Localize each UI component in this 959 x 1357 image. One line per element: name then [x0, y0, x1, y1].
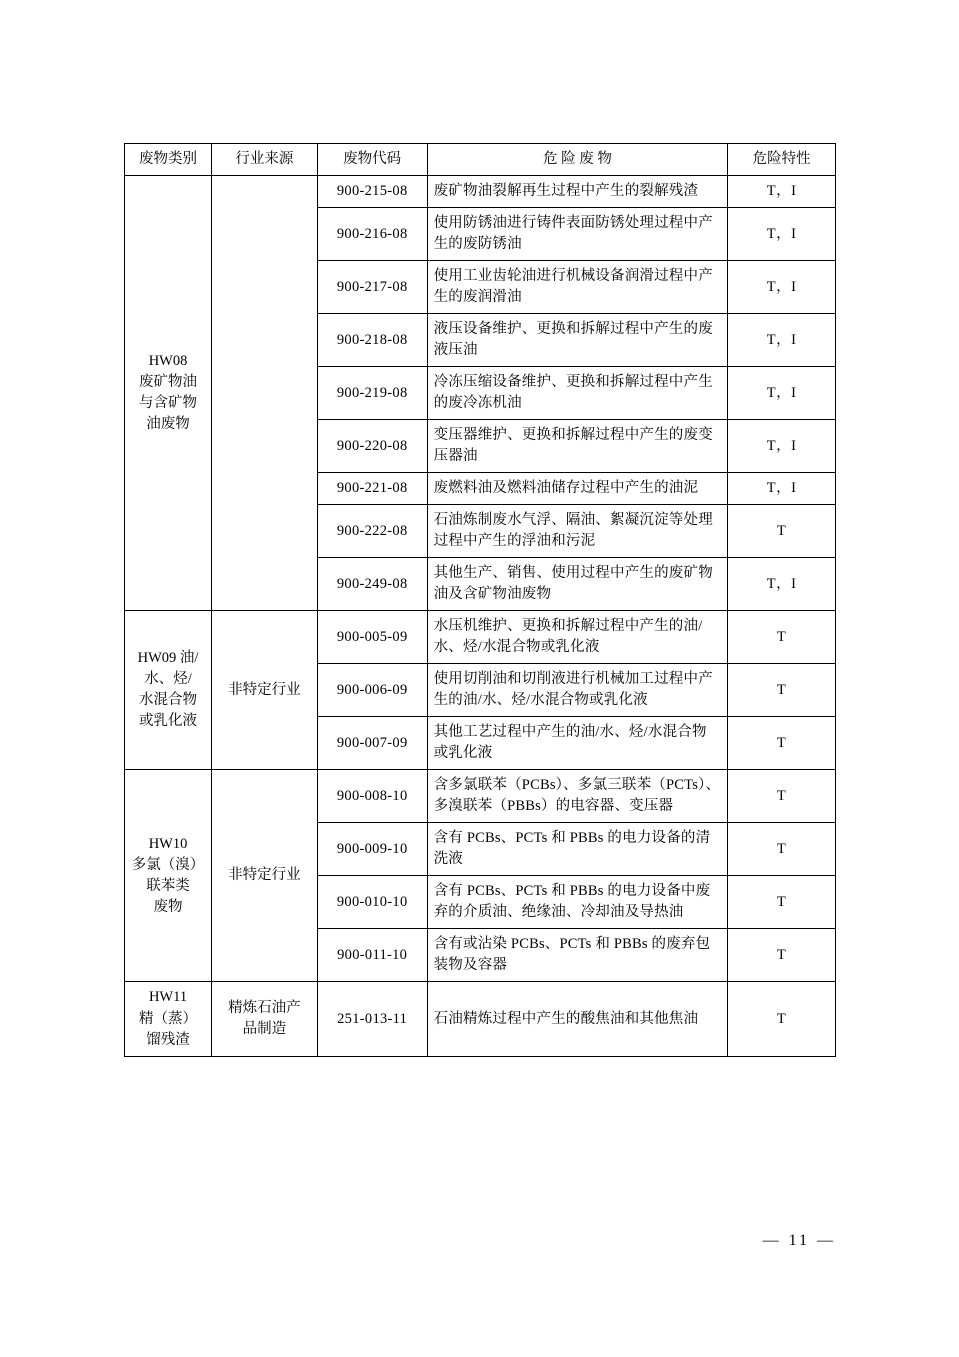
- cell-code: 900-007-09: [317, 717, 427, 770]
- table-row: [125, 982, 836, 1056]
- cell-characteristic: T: [728, 823, 836, 876]
- cell-waste-description: 使用切削油和切削液进行机械加工过程中产生的油/水、烃/水混合物或乳化液: [427, 664, 728, 717]
- category-line: 废矿物油: [139, 374, 198, 391]
- cell-waste-description: 石油炼制废水气浮、隔油、絮凝沉淀等处理过程中产生的浮油和污泥: [427, 505, 728, 558]
- cell-characteristic: T，I: [728, 473, 836, 505]
- category-line: 水混合物: [139, 692, 198, 709]
- cell-code: 900-011-10: [317, 929, 427, 982]
- cell-code: 900-249-08: [317, 558, 427, 611]
- cell-waste-description: 使用工业齿轮油进行机械设备润滑过程中产生的废润滑油: [427, 261, 728, 314]
- cell-industry-hw11: [212, 982, 318, 1056]
- cell-waste-description: 变压器维护、更换和拆解过程中产生的废变压器油: [427, 420, 728, 473]
- cell-characteristic: T: [728, 929, 836, 982]
- cell-category-hw11: [125, 982, 212, 1056]
- category-line: HW10: [148, 835, 188, 852]
- table-row: [125, 176, 836, 208]
- cell-code: 900-220-08: [317, 420, 427, 473]
- cell-waste-description: 其他生产、销售、使用过程中产生的废矿物油及含矿物油废物: [427, 558, 728, 611]
- cell-waste-description: 冷冻压缩设备维护、更换和拆解过程中产生的废冷冻机油: [427, 367, 728, 420]
- cell-characteristic: T，I: [728, 208, 836, 261]
- cell-characteristic: T，I: [728, 261, 836, 314]
- cell-code: 900-221-08: [317, 473, 427, 505]
- cell-characteristic: T: [728, 717, 836, 770]
- category-line: 联苯类: [146, 877, 190, 894]
- cell-code: 900-010-10: [317, 876, 427, 929]
- cell-characteristic: T，I: [728, 176, 836, 208]
- cell-waste-description: 含有 PCBs、PCTs 和 PBBs 的电力设备中废弃的介质油、绝缘油、冷却油及导热油: [427, 876, 728, 929]
- hazardous-waste-table: [124, 143, 836, 1057]
- cell-code: 900-215-08: [317, 176, 427, 208]
- cell-waste-description: 石油精炼过程中产生的酸焦油和其他焦油: [427, 982, 728, 1056]
- cell-waste-description: 水压机维护、更换和拆解过程中产生的油/水、烃/水混合物或乳化液: [427, 611, 728, 664]
- cell-category-hw09: [125, 611, 212, 770]
- category-line: 或乳化液: [139, 713, 198, 730]
- cell-category-hw10: [125, 770, 212, 982]
- cell-code: 900-216-08: [317, 208, 427, 261]
- cell-characteristic: T: [728, 505, 836, 558]
- cell-code: 900-217-08: [317, 261, 427, 314]
- header-hazardous-waste: 危 险 废 物: [427, 144, 728, 176]
- cell-characteristic: T，I: [728, 558, 836, 611]
- category-line: 油废物: [146, 416, 190, 433]
- cell-waste-description: 含有或沾染 PCBs、PCTs 和 PBBs 的废弃包装物及容器: [427, 929, 728, 982]
- cell-waste-description: 使用防锈油进行铸件表面防锈处理过程中产生的废防锈油: [427, 208, 728, 261]
- category-line: 多氯（溴）: [131, 856, 205, 873]
- industry-line: 品制造: [242, 1021, 287, 1037]
- table-row: [125, 611, 836, 664]
- category-line: HW08: [148, 353, 188, 370]
- cell-code: 900-219-08: [317, 367, 427, 420]
- cell-category-hw08: [125, 176, 212, 611]
- cell-waste-description: 含多氯联苯（PCBs）、多氯三联苯（PCTs）、多溴联苯（PBBs）的电容器、变压器: [427, 770, 728, 823]
- cell-industry-hw08: [212, 176, 318, 611]
- industry-line: 精炼石油产: [228, 999, 301, 1016]
- cell-code: 900-222-08: [317, 505, 427, 558]
- cell-code: 900-005-09: [317, 611, 427, 664]
- cell-characteristic: T，I: [728, 314, 836, 367]
- category-line: 与含矿物: [139, 395, 198, 412]
- cell-waste-description: 其他工艺过程中产生的油/水、烃/水混合物或乳化液: [427, 717, 728, 770]
- cell-characteristic: T，I: [728, 420, 836, 473]
- cell-waste-description: 含有 PCBs、PCTs 和 PBBs 的电力设备的清洗液: [427, 823, 728, 876]
- cell-code: 900-006-09: [317, 664, 427, 717]
- cell-characteristic: T: [728, 876, 836, 929]
- header-industry-source: 行业来源: [212, 144, 318, 176]
- category-line: HW11: [148, 989, 188, 1006]
- cell-characteristic: T: [728, 611, 836, 664]
- cell-code: 900-218-08: [317, 314, 427, 367]
- category-line: 水、烃/: [144, 671, 192, 688]
- cell-industry-hw09: 非特定行业: [212, 611, 318, 770]
- cell-code: 900-009-10: [317, 823, 427, 876]
- cell-waste-description: 废燃料油及燃料油储存过程中产生的油泥: [427, 473, 728, 505]
- category-line: 废物: [153, 898, 183, 915]
- cell-characteristic: T，I: [728, 367, 836, 420]
- cell-waste-description: 废矿物油裂解再生过程中产生的裂解残渣: [427, 176, 728, 208]
- category-line: HW09 油/: [137, 650, 199, 667]
- cell-characteristic: T: [728, 770, 836, 823]
- cell-waste-description: 液压设备维护、更换和拆解过程中产生的废液压油: [427, 314, 728, 367]
- cell-industry-hw10: 非特定行业: [212, 770, 318, 982]
- table-row: [125, 770, 836, 823]
- category-line: 馏残渣: [146, 1031, 190, 1048]
- cell-characteristic: T: [728, 664, 836, 717]
- table-header-row: [125, 144, 836, 176]
- header-hazard-characteristic: 危险特性: [728, 144, 836, 176]
- page-number: — 11 —: [762, 1232, 836, 1249]
- category-line: 精（蒸）: [139, 1010, 198, 1027]
- header-waste-category: 废物类别: [125, 144, 212, 176]
- waste-table-container: [124, 143, 836, 1057]
- header-waste-code: 废物代码: [317, 144, 427, 176]
- cell-code: 251-013-11: [317, 982, 427, 1056]
- cell-characteristic: T: [728, 982, 836, 1056]
- cell-code: 900-008-10: [317, 770, 427, 823]
